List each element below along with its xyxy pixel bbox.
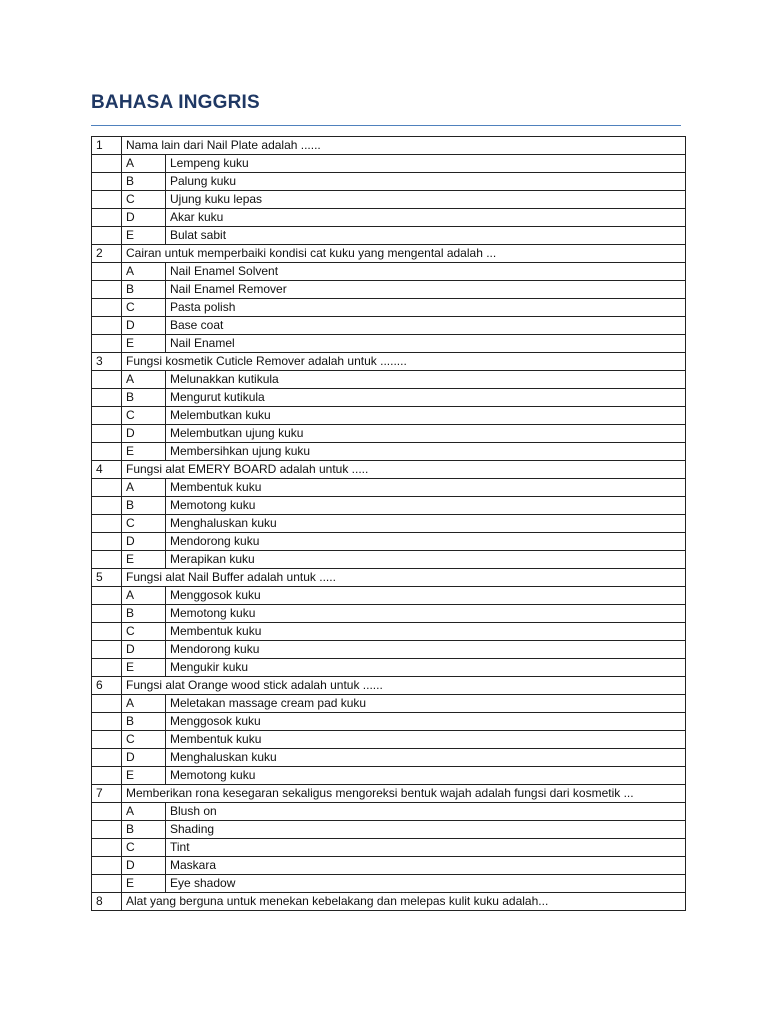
question-row: [92, 785, 686, 803]
option-row: [92, 191, 686, 209]
option-text: Mendorong kuku: [166, 533, 686, 551]
option-text: Menghaluskan kuku: [166, 515, 686, 533]
empty-number-cell: [92, 155, 122, 173]
empty-number-cell: [92, 587, 122, 605]
option-text: Merapikan kuku: [166, 551, 686, 569]
empty-number-cell: [92, 227, 122, 245]
empty-number-cell: [92, 389, 122, 407]
option-text: Blush on: [166, 803, 686, 821]
empty-number-cell: [92, 695, 122, 713]
option-row: [92, 587, 686, 605]
option-letter: E: [122, 335, 166, 353]
option-row: [92, 497, 686, 515]
option-row: [92, 173, 686, 191]
option-row: [92, 641, 686, 659]
heading-rule: [91, 125, 681, 126]
empty-number-cell: [92, 407, 122, 425]
option-row: [92, 857, 686, 875]
option-row: [92, 209, 686, 227]
option-row: [92, 371, 686, 389]
option-letter: C: [122, 839, 166, 857]
option-letter: A: [122, 263, 166, 281]
empty-number-cell: [92, 821, 122, 839]
empty-number-cell: [92, 749, 122, 767]
option-row: [92, 713, 686, 731]
empty-number-cell: [92, 731, 122, 749]
option-row: [92, 749, 686, 767]
question-number: 3: [92, 353, 122, 371]
option-letter: E: [122, 875, 166, 893]
option-text: Base coat: [166, 317, 686, 335]
page-heading: BAHASA INGGRIS: [91, 92, 260, 113]
option-text: Melunakkan kutikula: [166, 371, 686, 389]
option-letter: D: [122, 425, 166, 443]
option-text: Shading: [166, 821, 686, 839]
option-row: [92, 767, 686, 785]
empty-number-cell: [92, 209, 122, 227]
empty-number-cell: [92, 875, 122, 893]
empty-number-cell: [92, 767, 122, 785]
quiz-table-body: [92, 137, 686, 911]
option-text: Menghaluskan kuku: [166, 749, 686, 767]
option-text: Memotong kuku: [166, 767, 686, 785]
option-letter: A: [122, 479, 166, 497]
question-text: Fungsi alat EMERY BOARD adalah untuk .....: [122, 461, 686, 479]
option-row: [92, 299, 686, 317]
option-letter: D: [122, 749, 166, 767]
option-letter: B: [122, 497, 166, 515]
question-number: 5: [92, 569, 122, 587]
empty-number-cell: [92, 443, 122, 461]
question-row: [92, 893, 686, 911]
option-text: Memotong kuku: [166, 605, 686, 623]
option-row: [92, 839, 686, 857]
empty-number-cell: [92, 335, 122, 353]
question-text: Nama lain dari Nail Plate adalah ......: [122, 137, 686, 155]
option-text: Eye shadow: [166, 875, 686, 893]
option-row: [92, 227, 686, 245]
option-row: [92, 605, 686, 623]
option-text: Melembutkan ujung kuku: [166, 425, 686, 443]
empty-number-cell: [92, 551, 122, 569]
option-text: Membersihkan ujung kuku: [166, 443, 686, 461]
option-row: [92, 407, 686, 425]
option-letter: E: [122, 551, 166, 569]
option-text: Membentuk kuku: [166, 623, 686, 641]
empty-number-cell: [92, 371, 122, 389]
option-letter: E: [122, 659, 166, 677]
option-letter: B: [122, 821, 166, 839]
option-letter: D: [122, 317, 166, 335]
empty-number-cell: [92, 299, 122, 317]
question-text: Fungsi kosmetik Cuticle Remover adalah untuk ........: [122, 353, 686, 371]
question-number: 4: [92, 461, 122, 479]
empty-number-cell: [92, 425, 122, 443]
option-letter: D: [122, 533, 166, 551]
option-text: Lempeng kuku: [166, 155, 686, 173]
empty-number-cell: [92, 533, 122, 551]
empty-number-cell: [92, 839, 122, 857]
option-letter: B: [122, 173, 166, 191]
empty-number-cell: [92, 659, 122, 677]
option-row: [92, 263, 686, 281]
option-row: [92, 443, 686, 461]
empty-number-cell: [92, 263, 122, 281]
option-row: [92, 821, 686, 839]
empty-number-cell: [92, 857, 122, 875]
option-text: Melembutkan kuku: [166, 407, 686, 425]
question-row: [92, 137, 686, 155]
option-text: Membentuk kuku: [166, 479, 686, 497]
option-letter: D: [122, 209, 166, 227]
option-text: Pasta polish: [166, 299, 686, 317]
question-text: Alat yang berguna untuk menekan kebelakang dan melepas kulit kuku adalah...: [122, 893, 686, 911]
empty-number-cell: [92, 281, 122, 299]
option-text: Meletakan massage cream pad kuku: [166, 695, 686, 713]
option-text: Nail Enamel Remover: [166, 281, 686, 299]
option-text: Nail Enamel: [166, 335, 686, 353]
option-row: [92, 659, 686, 677]
option-row: [92, 335, 686, 353]
question-row: [92, 353, 686, 371]
question-number: 7: [92, 785, 122, 803]
empty-number-cell: [92, 515, 122, 533]
option-letter: C: [122, 407, 166, 425]
option-row: [92, 551, 686, 569]
option-text: Ujung kuku lepas: [166, 191, 686, 209]
option-row: [92, 515, 686, 533]
question-row: [92, 677, 686, 695]
question-text: Memberikan rona kesegaran sekaligus mengoreksi bentuk wajah adalah fungsi dari kosmetik ...: [122, 785, 686, 803]
option-letter: B: [122, 605, 166, 623]
empty-number-cell: [92, 497, 122, 515]
option-letter: C: [122, 731, 166, 749]
option-letter: C: [122, 299, 166, 317]
option-letter: C: [122, 515, 166, 533]
option-letter: E: [122, 767, 166, 785]
option-letter: D: [122, 857, 166, 875]
option-text: Mengukir kuku: [166, 659, 686, 677]
option-row: [92, 875, 686, 893]
option-row: [92, 425, 686, 443]
option-text: Memotong kuku: [166, 497, 686, 515]
option-row: [92, 803, 686, 821]
option-letter: B: [122, 389, 166, 407]
empty-number-cell: [92, 713, 122, 731]
option-letter: A: [122, 155, 166, 173]
option-letter: C: [122, 623, 166, 641]
option-letter: B: [122, 281, 166, 299]
option-text: Menggosok kuku: [166, 587, 686, 605]
option-row: [92, 317, 686, 335]
option-text: Bulat sabit: [166, 227, 686, 245]
option-text: Maskara: [166, 857, 686, 875]
option-text: Menggosok kuku: [166, 713, 686, 731]
option-text: Mengurut kutikula: [166, 389, 686, 407]
question-text: Cairan untuk memperbaiki kondisi cat kuku yang mengental adalah ...: [122, 245, 686, 263]
empty-number-cell: [92, 479, 122, 497]
empty-number-cell: [92, 173, 122, 191]
option-row: [92, 155, 686, 173]
question-text: Fungsi alat Orange wood stick adalah untuk ......: [122, 677, 686, 695]
option-letter: A: [122, 803, 166, 821]
empty-number-cell: [92, 605, 122, 623]
option-letter: D: [122, 641, 166, 659]
option-letter: A: [122, 695, 166, 713]
option-row: [92, 533, 686, 551]
question-row: [92, 461, 686, 479]
question-row: [92, 245, 686, 263]
option-row: [92, 623, 686, 641]
option-row: [92, 389, 686, 407]
question-text: Fungsi alat Nail Buffer adalah untuk .....: [122, 569, 686, 587]
question-number: 6: [92, 677, 122, 695]
option-row: [92, 281, 686, 299]
question-number: 2: [92, 245, 122, 263]
option-letter: E: [122, 227, 166, 245]
option-text: Akar kuku: [166, 209, 686, 227]
empty-number-cell: [92, 191, 122, 209]
option-letter: C: [122, 191, 166, 209]
option-row: [92, 479, 686, 497]
question-row: [92, 569, 686, 587]
option-letter: A: [122, 371, 166, 389]
option-letter: E: [122, 443, 166, 461]
question-number: 1: [92, 137, 122, 155]
quiz-table: [91, 136, 686, 911]
option-text: Nail Enamel Solvent: [166, 263, 686, 281]
empty-number-cell: [92, 623, 122, 641]
empty-number-cell: [92, 803, 122, 821]
option-text: Mendorong kuku: [166, 641, 686, 659]
question-number: 8: [92, 893, 122, 911]
option-row: [92, 731, 686, 749]
option-text: Membentuk kuku: [166, 731, 686, 749]
empty-number-cell: [92, 317, 122, 335]
option-text: Tint: [166, 839, 686, 857]
option-letter: A: [122, 587, 166, 605]
option-letter: B: [122, 713, 166, 731]
empty-number-cell: [92, 641, 122, 659]
option-row: [92, 695, 686, 713]
option-text: Palung kuku: [166, 173, 686, 191]
